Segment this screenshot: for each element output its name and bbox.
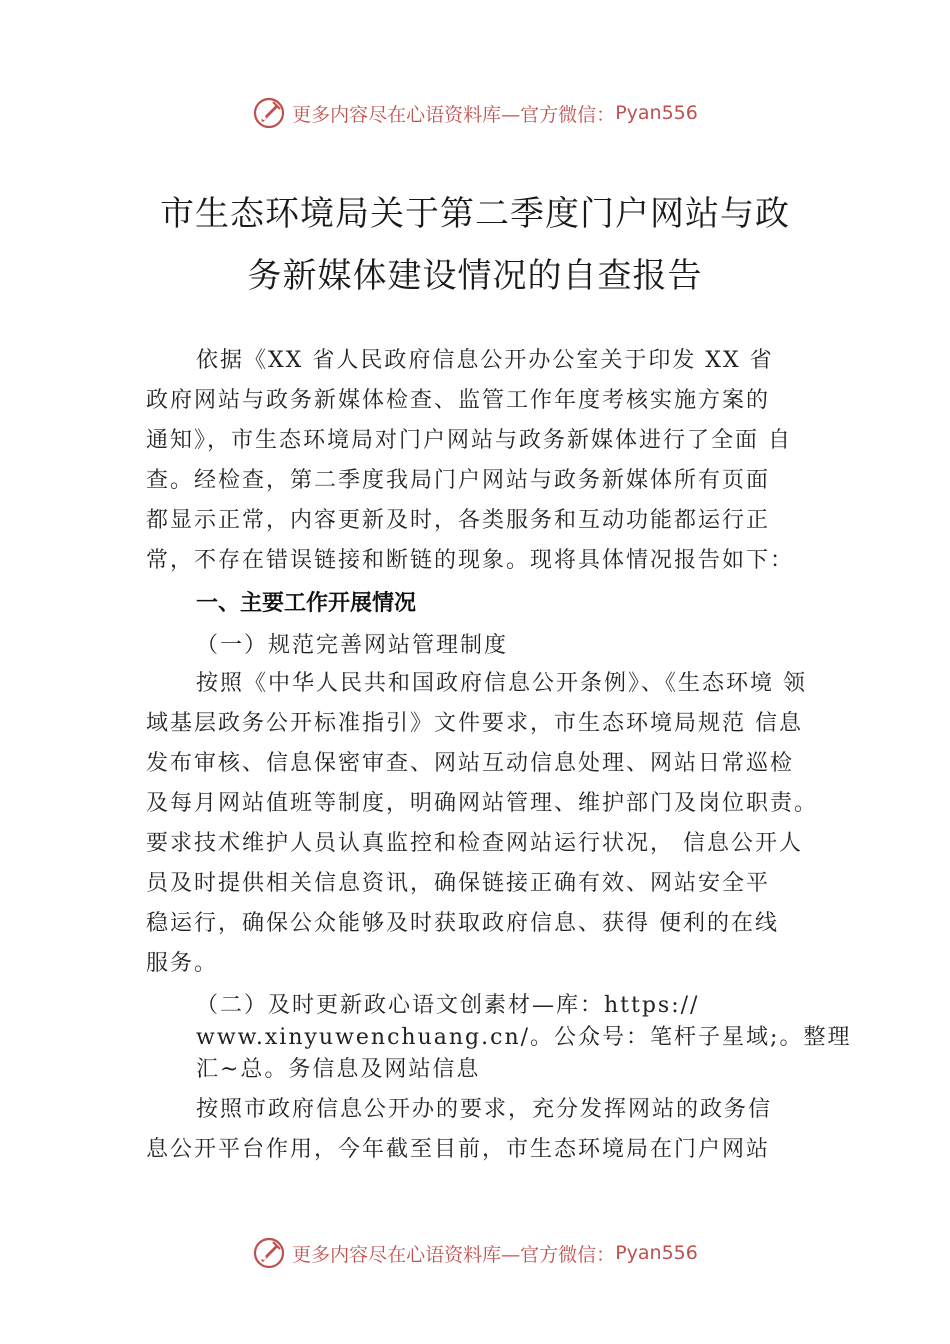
- quill-seal-icon: [252, 96, 286, 130]
- banner-wechat-id: Pyan556: [615, 1242, 698, 1264]
- paragraph-line: 及每月网站值班等制度，明确网站管理、维护部门及岗位职责。: [146, 791, 819, 816]
- banner-wechat-label: 官方微信：: [520, 1243, 616, 1266]
- paragraph-line: 发布审核、信息保密审查、网站互动信息处理、网站日常巡检: [146, 751, 795, 776]
- intro-line: 依据《XX 省人民政府信息公开办公室关于印发 XX 省: [196, 348, 774, 373]
- paragraph-line: 要求技术维护人员认真监控和检查网站运行状况， 信息公开人: [146, 831, 803, 856]
- paragraph-line: 员及时提供相关信息资讯，确保链接正确有效、网站安全平: [146, 871, 771, 896]
- banner-wechat-id: Pyan556: [615, 102, 698, 124]
- document-title-line-2: 务新媒体建设情况的自查报告: [247, 256, 703, 296]
- paragraph-line: 息公开平台作用，今年截至目前，市生态环境局在门户网站: [146, 1137, 771, 1162]
- subsection-heading-2-cont: 汇~总。务信息及网站信息: [196, 1057, 481, 1082]
- intro-line: 查。经检查，第二季度我局门户网站与政务新媒体所有页面: [146, 468, 771, 493]
- banner-text: 更多内容尽在心语资料库—: [292, 1243, 521, 1266]
- banner-text: 更多内容尽在心语资料库—: [292, 103, 521, 126]
- banner-wechat-label: 官方微信：: [520, 103, 616, 126]
- section-heading-1: 一、主要工作开展情况: [196, 591, 417, 616]
- intro-line: 都显示正常，内容更新及时，各类服务和互动功能都运行正: [146, 508, 771, 533]
- paragraph-line: 按照《中华人民共和国政府信息公开条例》、《生态环境 领: [196, 671, 807, 696]
- quill-seal-icon: [252, 1236, 286, 1270]
- intro-line: 政府网站与政务新媒体检查、监管工作年度考核实施方案的: [146, 388, 771, 413]
- paragraph-line: 服务。: [146, 951, 219, 976]
- paragraph-line: 域基层政务公开标准指引》文件要求，市生态环境局规范 信息: [146, 711, 803, 736]
- intro-line: 通知》，市生态环境局对门户网站与政务新媒体进行了全面 自: [146, 428, 792, 453]
- document-title-line-1: 市生态环境局关于第二季度门户网站与政: [160, 194, 790, 234]
- intro-line: 常，不存在错误链接和断链的现象。现将具体情况报告如下：: [146, 548, 795, 573]
- header-watermark-banner: [0, 93, 950, 133]
- subsection-heading-2-cont: www.xinyuwenchuang.cn/。公众号：笔杆子星域;。整理: [196, 1025, 852, 1050]
- subsection-heading-2: （二）及时更新政心语文创素材—库：https://: [196, 993, 700, 1018]
- subsection-heading-1: （一）规范完善网站管理制度: [196, 633, 509, 658]
- paragraph-line: 稳运行，确保公众能够及时获取政府信息、获得 便利的在线: [146, 911, 779, 936]
- paragraph-line: 按照市政府信息公开办的要求，充分发挥网站的政务信: [196, 1097, 773, 1122]
- footer-watermark-banner: [0, 1233, 950, 1273]
